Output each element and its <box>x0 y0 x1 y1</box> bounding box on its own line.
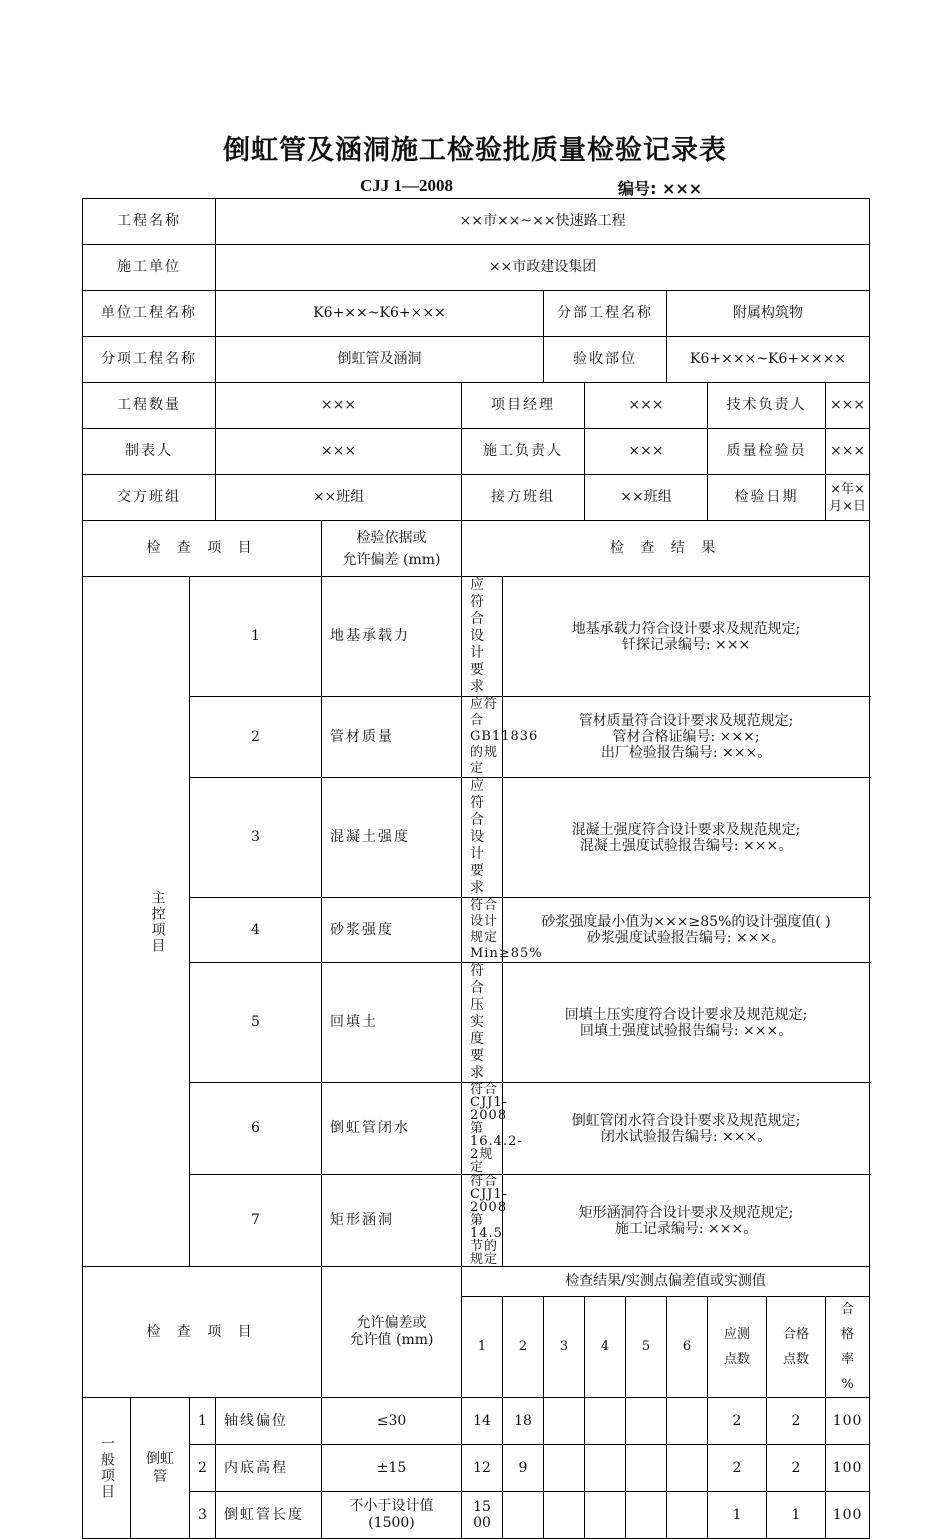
row-item: 倒虹管闭水 <box>322 1083 462 1175</box>
row-no: 3 <box>190 1492 216 1539</box>
point-value <box>667 1445 708 1492</box>
point-value <box>626 1398 667 1445</box>
point-header: 1 <box>462 1297 503 1398</box>
point-value <box>585 1445 626 1492</box>
basis-header: 检验依据或 允许偏差 (mm) <box>322 521 462 577</box>
document-number-value: ××× <box>661 179 703 198</box>
row-result: 管材质量符合设计要求及规范规定; 管材合格证编号: ×××; 出厂检验报告编号: ×××。 <box>503 697 870 778</box>
row-no: 1 <box>190 577 322 697</box>
point-value <box>667 1398 708 1445</box>
table-row <box>83 577 870 697</box>
standard-code: CJJ 1—2008 <box>360 176 454 195</box>
row-no: 6 <box>190 1083 322 1175</box>
row-item: 混凝土强度 <box>322 778 462 898</box>
header-row <box>83 245 870 291</box>
point-value: 18 <box>503 1398 544 1445</box>
division-value: 附属构筑物 <box>667 291 870 337</box>
pass-rate-value: 100 <box>826 1398 870 1445</box>
point-value: 1500 <box>462 1492 503 1539</box>
maker-value: ××× <box>216 429 462 475</box>
general-items-header: 检 查 项 目 <box>83 1267 322 1398</box>
point-value <box>544 1398 585 1445</box>
row-tolerance: ≤30 <box>322 1398 462 1445</box>
pm-label: 项目经理 <box>462 383 585 429</box>
row-no: 5 <box>190 963 322 1083</box>
result-header: 检 查 结 果 <box>462 521 870 577</box>
header-row <box>83 199 870 245</box>
receiver-value: ××班组 <box>585 475 708 521</box>
tech-value: ××× <box>826 383 870 429</box>
row-result: 地基承载力符合设计要求及规范规定; 钎探记录编号: ××× <box>503 577 870 697</box>
page-title: 倒虹管及涵洞施工检验批质量检验记录表 <box>223 135 727 166</box>
point-value <box>503 1492 544 1539</box>
row-tolerance: ±15 <box>322 1445 462 1492</box>
acceptance-part-label: 验收部位 <box>544 337 667 383</box>
row-basis: 应符合设计要求 <box>462 778 503 898</box>
row-item: 倒虹管长度 <box>216 1492 322 1539</box>
pm-value: ××× <box>585 383 708 429</box>
unit-project-label: 单位工程名称 <box>83 291 216 337</box>
row-basis: 符合CJJ1-2008第16.4.2-2规定 <box>462 1083 503 1175</box>
handover-value: ××班组 <box>216 475 462 521</box>
qualified-points-header: 合格 点数 <box>767 1297 826 1398</box>
point-value: 9 <box>503 1445 544 1492</box>
date-value: ×年×月×日 <box>826 475 870 521</box>
main-items-header: 检 查 项 目 <box>83 521 322 577</box>
item-project-value: 倒虹管及涵洞 <box>216 337 544 383</box>
pass-rate-header: 合 格 率 % <box>826 1297 870 1398</box>
point-value <box>626 1445 667 1492</box>
row-result: 矩形涵洞符合设计要求及规范规定; 施工记录编号: ×××。 <box>503 1175 870 1267</box>
qualified-points-value: 1 <box>767 1492 826 1539</box>
point-header: 2 <box>503 1297 544 1398</box>
row-result: 混凝土强度符合设计要求及规范规定; 混凝土强度试验报告编号: ×××。 <box>503 778 870 898</box>
table-row <box>83 963 870 1083</box>
construction-lead-label: 施工负责人 <box>462 429 585 475</box>
unit-project-value: K6+××~K6+××× <box>216 291 544 337</box>
header-row <box>83 475 870 521</box>
table-row <box>83 1492 870 1539</box>
table-row <box>83 1083 870 1175</box>
header-row <box>83 337 870 383</box>
point-value: 14 <box>462 1398 503 1445</box>
point-header: 4 <box>585 1297 626 1398</box>
row-item: 内底高程 <box>216 1445 322 1492</box>
acceptance-part-value: K6+×××~K6+×××× <box>667 337 870 383</box>
construction-lead-value: ××× <box>585 429 708 475</box>
header-row <box>83 291 870 337</box>
division-label: 分部工程名称 <box>544 291 667 337</box>
point-value <box>626 1492 667 1539</box>
row-tolerance: 不小于设计值 (1500) <box>322 1492 462 1539</box>
row-result: 回填土压实度符合设计要求及规范规定; 回填土强度试验报告编号: ×××。 <box>503 963 870 1083</box>
row-result: 倒虹管闭水符合设计要求及规范规定; 闭水试验报告编号: ×××。 <box>503 1083 870 1175</box>
row-no: 2 <box>190 697 322 778</box>
main-section-header <box>83 521 870 577</box>
row-no: 2 <box>190 1445 216 1492</box>
row-item: 砂浆强度 <box>322 898 462 963</box>
table-row <box>83 1445 870 1492</box>
table-row <box>83 697 870 778</box>
point-header: 6 <box>667 1297 708 1398</box>
inspector-value: ××× <box>826 429 870 475</box>
row-result: 砂浆强度最小值为×××≥85%的设计强度值( ) 砂浆强度试验报告编号: ×××。 <box>503 898 870 963</box>
table-row <box>83 1175 870 1267</box>
row-basis: 应符合GB11836的规定 <box>462 697 503 778</box>
project-name-value: ××市××~××快速路工程 <box>216 199 870 245</box>
row-no: 4 <box>190 898 322 963</box>
pass-rate-value: 100 <box>826 1445 870 1492</box>
row-basis: 应符合设计要求 <box>462 577 503 697</box>
point-value <box>544 1492 585 1539</box>
row-item: 地基承载力 <box>322 577 462 697</box>
row-item: 管材质量 <box>322 697 462 778</box>
row-basis: 符合设计规定Min≥85% <box>462 898 503 963</box>
main-control-group-label: 主控项目 <box>83 577 190 1267</box>
row-no: 3 <box>190 778 322 898</box>
row-item: 矩形涵洞 <box>322 1175 462 1267</box>
quantity-value: ××× <box>216 383 462 429</box>
table-row <box>83 1398 870 1445</box>
table-row <box>83 778 870 898</box>
date-label: 检验日期 <box>708 475 826 521</box>
inspector-label: 质量检验员 <box>708 429 826 475</box>
qualified-points-value: 2 <box>767 1398 826 1445</box>
row-no: 1 <box>190 1398 216 1445</box>
should-measure-header: 应测 点数 <box>708 1297 767 1398</box>
header-row <box>83 383 870 429</box>
document-number: 编号: ××× <box>618 179 703 198</box>
item-project-label: 分项工程名称 <box>83 337 216 383</box>
quantity-label: 工程数量 <box>83 383 216 429</box>
maker-label: 制表人 <box>83 429 216 475</box>
qualified-points-value: 2 <box>767 1445 826 1492</box>
should-measure-value: 1 <box>708 1492 767 1539</box>
general-section-header <box>83 1267 870 1297</box>
point-value: 12 <box>462 1445 503 1492</box>
receiver-label: 接方班组 <box>462 475 585 521</box>
should-measure-value: 2 <box>708 1445 767 1492</box>
row-basis: 符合CJJ1-2008第14.5节的规定 <box>462 1175 503 1267</box>
contractor-value: ××市政建设集团 <box>216 245 870 291</box>
results-header: 检查结果/实测点偏差值或实测值 <box>462 1267 870 1297</box>
handover-label: 交方班组 <box>83 475 216 521</box>
should-measure-value: 2 <box>708 1398 767 1445</box>
row-item: 轴线偏位 <box>216 1398 322 1445</box>
subgroup-label: 倒虹管 <box>131 1398 190 1539</box>
point-value <box>585 1398 626 1445</box>
point-header: 5 <box>626 1297 667 1398</box>
inspection-record-table <box>82 198 870 1539</box>
general-group-label: 一般项目 <box>83 1398 131 1539</box>
tolerance-header: 允许偏差或 允许值 (mm) <box>322 1267 462 1398</box>
point-value <box>667 1492 708 1539</box>
row-no: 7 <box>190 1175 322 1267</box>
table-row <box>83 898 870 963</box>
point-header: 3 <box>544 1297 585 1398</box>
tech-label: 技术负责人 <box>708 383 826 429</box>
pass-rate-value: 100 <box>826 1492 870 1539</box>
point-value <box>585 1492 626 1539</box>
row-item: 回填土 <box>322 963 462 1083</box>
contractor-label: 施工单位 <box>83 245 216 291</box>
row-basis: 符合压实度要求 <box>462 963 503 1083</box>
point-value <box>544 1445 585 1492</box>
header-row <box>83 429 870 475</box>
project-name-label: 工程名称 <box>83 199 216 245</box>
